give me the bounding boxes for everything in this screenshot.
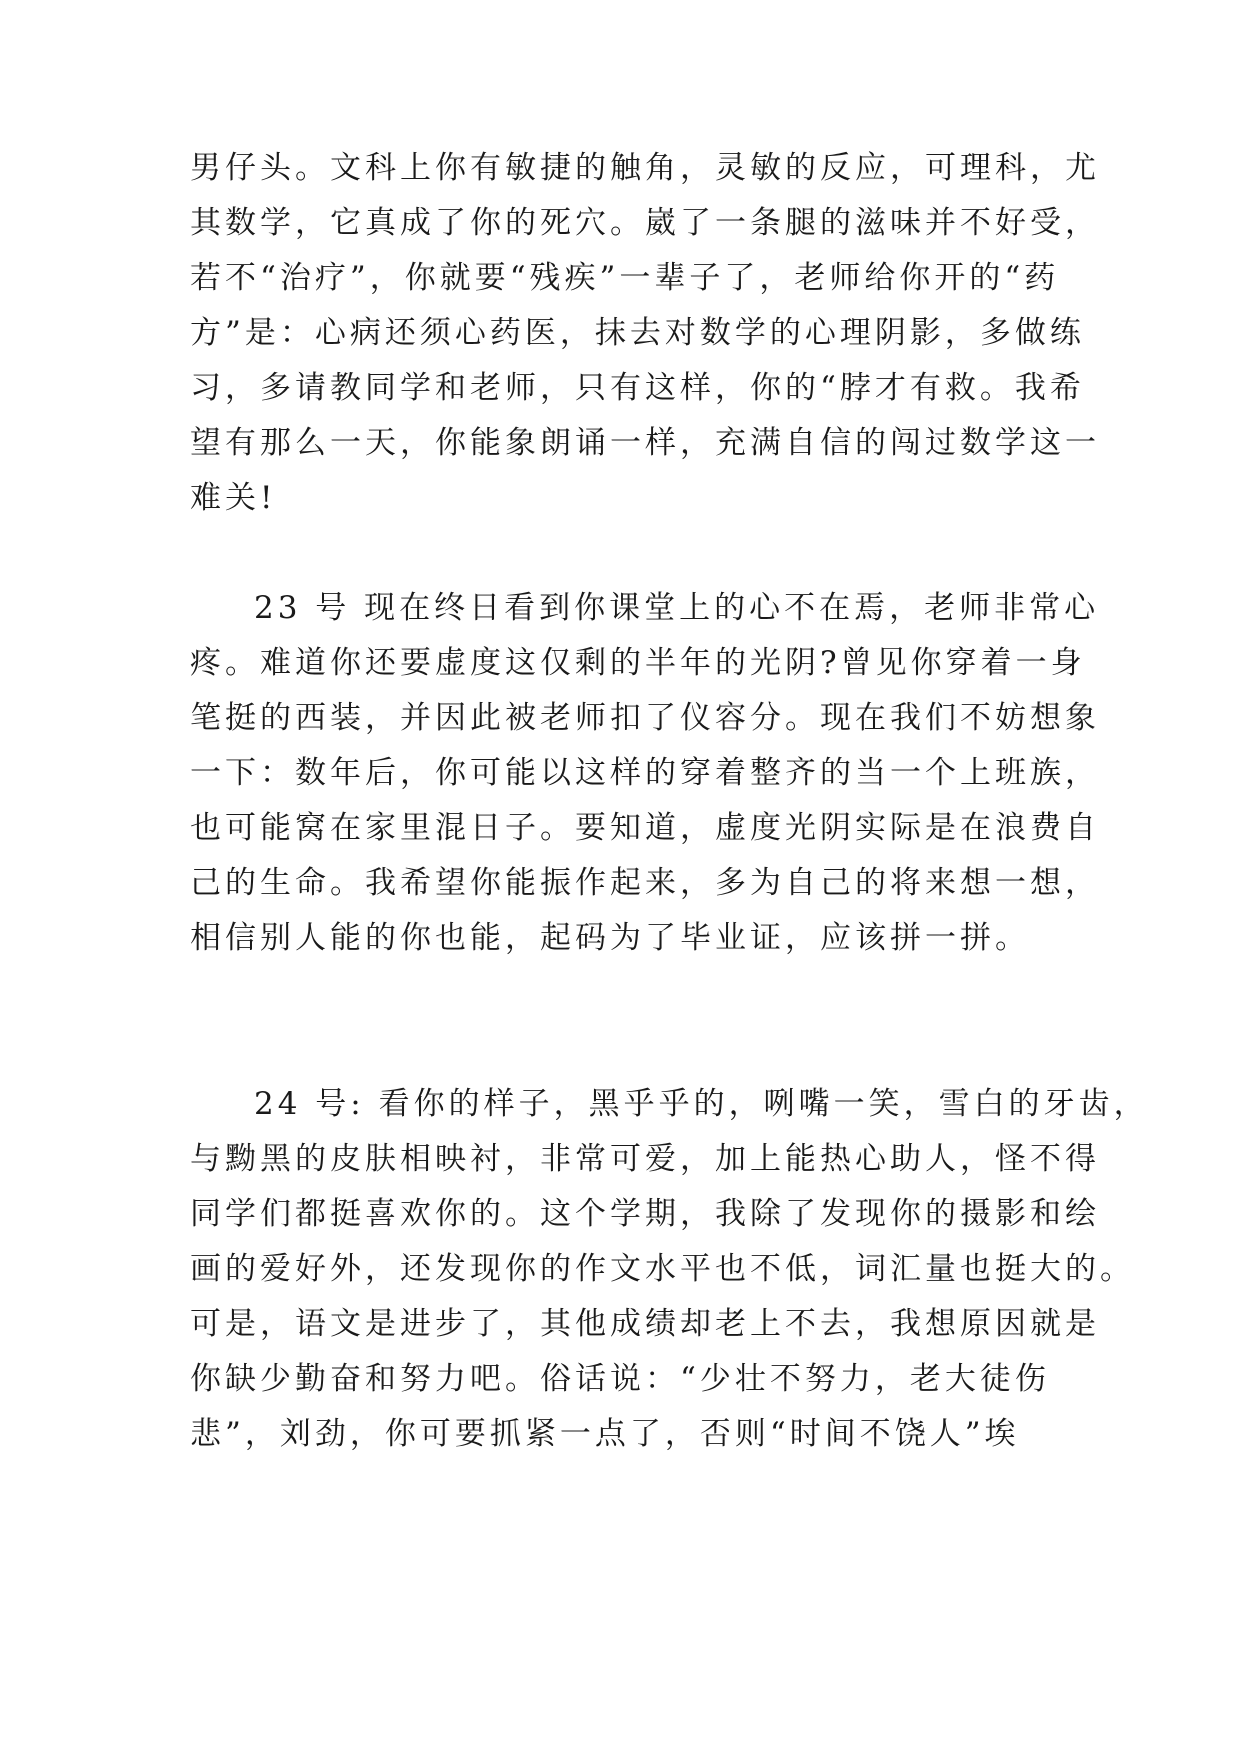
paragraph-line: 画的爱好外，还发现你的作文水平也不低，词汇量也挺大的。 xyxy=(190,1251,1135,1287)
paragraph-line: 相信别人能的你也能，起码为了毕业证，应该拼一拼。 xyxy=(190,920,1030,956)
paragraph-line: 习，多请教同学和老师，只有这样，你的“脖才有救。我希 xyxy=(190,370,1085,406)
paragraph-line: 笔挺的西装，并因此被老师扣了仪容分。现在我们不妨想象 xyxy=(190,700,1100,736)
paragraph-line: 己的生命。我希望你能振作起来，多为自己的将来想一想， xyxy=(190,865,1100,901)
paragraph-line: 也可能窝在家里混日子。要知道，虚度光阴实际是在浪费自 xyxy=(190,810,1100,846)
paragraph-line: 男仔头。文科上你有敏捷的触角，灵敏的反应，可理科，尤 xyxy=(190,150,1100,186)
paragraph-line: 疼。难道你还要虚度这仅剩的半年的光阴?曾见你穿着一身 xyxy=(190,645,1086,681)
paragraph-line: 23 号 现在终日看到你课堂上的心不在焉，老师非常心 xyxy=(254,590,1100,626)
paragraph-line: 与黝黑的皮肤相映衬，非常可爱，加上能热心助人，怪不得 xyxy=(190,1141,1100,1177)
paragraph-line: 难关! xyxy=(190,480,277,516)
paragraph-line: 其数学，它真成了你的死穴。崴了一条腿的滋味并不好受， xyxy=(190,205,1100,241)
paragraph-line: 一下：数年后，你可能以这样的穿着整齐的当一个上班族， xyxy=(190,755,1100,791)
paragraph-line: 可是，语文是进步了，其他成绩却老上不去，我想原因就是 xyxy=(190,1306,1100,1342)
paragraph-line: 望有那么一天，你能象朗诵一样，充满自信的闯过数学这一 xyxy=(190,425,1100,461)
paragraph-line: 24 号: 看你的样子，黑乎乎的，咧嘴一笑，雪白的牙齿， xyxy=(254,1086,1149,1122)
paragraph-line: 同学们都挺喜欢你的。这个学期，我除了发现你的摄影和绘 xyxy=(190,1196,1100,1232)
paragraph-line: 若不“治疗”，你就要“残疾”一辈子了，老师给你开的“药 xyxy=(190,260,1060,296)
paragraph-line: 方”是：心病还须心药医，抹去对数学的心理阴影，多做练 xyxy=(190,315,1085,351)
paragraph-line: 悲”，刘劲，你可要抓紧一点了，否则“时间不饶人”埃 xyxy=(190,1416,1020,1452)
paragraph-line: 你缺少勤奋和努力吧。俗话说：“少壮不努力，老大徒伤 xyxy=(190,1361,1050,1397)
